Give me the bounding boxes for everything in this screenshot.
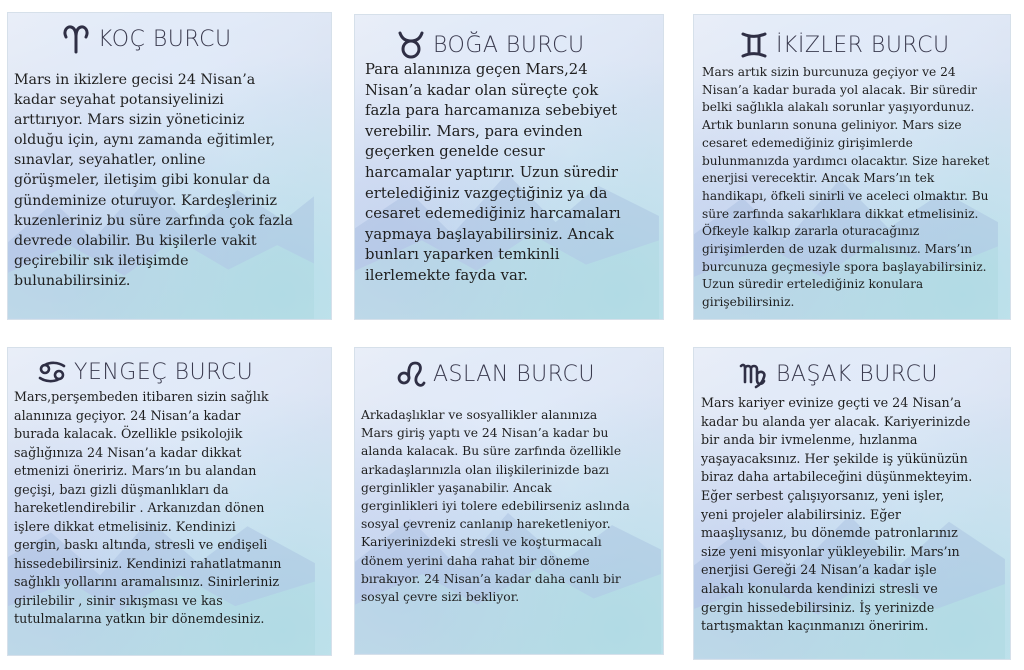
virgo-card (693, 347, 1011, 660)
card-title: İKİZLER BURCU (776, 32, 950, 58)
card-heading (395, 29, 585, 61)
card-text: Mars artık sizin burcunuza geçiyor ve 24 Nisan’a kadar burada yol alacak. Bir süredir belki sağlıkla alakalı sorunlar yaşıyordunuz. Artık bunların sonuna geliniyor. Mars size cesaret edemediğiniz girişimlerde bulunmanızda yardımcı olacaktır. Size hareket enerjisi verecektir. Ancak Mars’ın tek handikapı, öfkeli sinirli ve aceleci olmaktır. Bu süre zarfında sakarlıklara dikkat etmelisiniz. Öfkeyle kalkıp zararla oturacağınız girişimlerden de uzak durmalısınız. Mars’ın burcunuza geçmesiyle spora başlayabilirsiniz. Uzun süredir ertelediğiniz konulara girişebilirsiniz. (702, 65, 990, 310)
leo-symbol-icon (395, 358, 427, 390)
card-heading (738, 29, 950, 61)
card-text: Arkadaşlıklar ve sosyallikler alanınıza Mars giriş yaptı ve 24 Nisan’a kadar bu alanda kalacak. Bu süre zarfında özellikle arkadaşlarınızla olan ilişkilerinizde bazı gerginlikler yaşanabilir. Ancak gerginlikleri iyi tolere edebilirseniz aslında sosyal çevreniz canlanıp hareketleniyor. Kariyerinizdeki stresli ve koşturmacalı dönem yerini daha rahat bir döneme bırakıyor. 24 Nisan’a kadar daha canlı bir sosyal çevre sizi bekliyor. (361, 408, 630, 605)
cancer-symbol-icon (36, 356, 68, 388)
gemini-card (693, 14, 1011, 320)
leo-card (354, 347, 664, 655)
aries-card (7, 12, 332, 320)
card-text: Mars in ikizlere gecisi 24 Nisan’a kadar seyahat potansiyelinizi arttırıyor. Mars sizin yöneticiniz olduğu için, aynı zamanda eğitimler, sınavlar, seyahatler, online görüşmeler, iletişim gibi konular da gündeminize oturuyor. Kardeşleriniz kuzenleriniz bu süre zarfında çok fazla devrede olabilir. Bu kişilerle vakit geçirebilir sık iletişimde bulunabilirsiniz. (14, 72, 293, 289)
taurus-symbol-icon (395, 29, 427, 61)
card-title: KOÇ BURCU (98, 26, 232, 52)
card-title: YENGEÇ BURCU (74, 359, 254, 385)
card-heading (36, 356, 253, 388)
virgo-symbol-icon (738, 358, 770, 390)
card-title: BAŞAK BURCU (776, 361, 938, 387)
card-title: ASLAN BURCU (433, 361, 595, 387)
card-text: Mars kariyer evinize geçti ve 24 Nisan’a kadar bu alanda yer alacak. Kariyerinizde bir anda bir ivmelenme, hızlanma yaşayacaksınız. Her şekilde iş yükünüzün biraz daha artabileceğini düşünmekteyim. Eğer serbest çalışıyorsanız, yeni işler, yeni projeler alabilirsiniz. Eğer maaşlıysanız, bu dönemde patronlarınız size yeni misyonlar yükleyebilir. Mars’ın enerjisi Gereği 24 Nisan’a kadar işle alakalı konularda kendinizi stresli ve gergin hissedebilirsiniz. İş yerinizde tartışmaktan kaçınmanızı öneririm. (701, 395, 973, 634)
card-heading (60, 23, 232, 55)
card-heading (738, 358, 938, 390)
gemini-symbol-icon (738, 29, 770, 61)
card-title: BOĞA BURCU (433, 32, 585, 58)
card-text: Para alanınıza geçen Mars,24 Nisan’a kadar olan süreçte çok fazla para harcamanıza sebebiyet verebilir. Mars, para evinden geçerken genelde cesur harcamalar yaptırır. Uzun süredir ertelediğiniz vazgeçtiğiniz ya da cesaret edemediğiniz harcamaları yapmaya başlayabilirsiniz. Ancak bunları yaparken temkinli ilerlemekte fayda var. (365, 61, 621, 284)
cancer-card (7, 347, 332, 656)
aries-symbol-icon (60, 23, 92, 55)
taurus-card (354, 14, 664, 320)
card-heading (395, 358, 595, 390)
card-text: Mars,perşembeden itibaren sizin sağlık alanınıza geçiyor. 24 Nisan’a kadar burada kalacak. Özellikle psikolojik sağlığınıza 24 Nisan’a kadar dikkat etmenizi öneririz. Mars’ın bu alandan geçişi, bazı gizli düşmanlıkları da hareketlendirebilir . Arkanızdan dönen işlere dikkat etmelisiniz. Kendinizi gergin, baskı altında, stresli ve endişeli hissedebilirsiniz. Kendinizi rahatlatmanın sağlıklı yollarını aramalısınız. Sinirleriniz girilebilir , sinir sıkışması ve kas tutulmalarına yatkın bir dönemdesiniz. (14, 389, 282, 626)
